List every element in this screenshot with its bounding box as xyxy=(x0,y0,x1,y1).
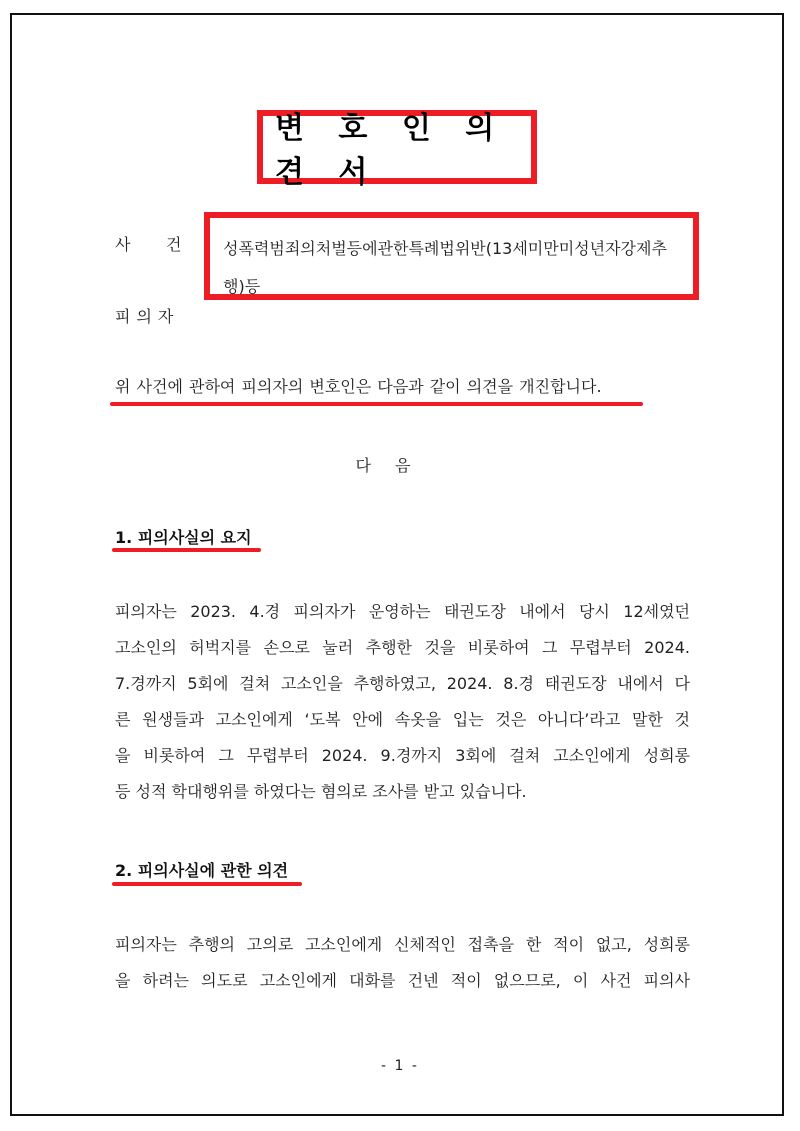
center-heading: 다음 xyxy=(355,456,435,475)
paragraph-line: 고소인의 허벅지를 손으로 눌러 추행한 것을 비롯하여 그 무렵부터 2024. xyxy=(115,638,690,657)
paragraph-line: 등 성적 학대행위를 하였다는 혐의로 조사를 받고 있습니다. xyxy=(115,782,527,801)
section-1-paragraph xyxy=(115,594,690,810)
paragraph-line: 른 원생들과 고소인에게 ‘도복 안에 속옷을 입는 것은 아니다’라고 말한 것 xyxy=(115,710,690,729)
case-value-line-1: 성폭력범죄의처벌등에관한특례법위반(13세미만미성년자강제추 xyxy=(223,239,667,258)
case-label-part-1: 사 xyxy=(115,235,131,254)
section-1-red-underline xyxy=(112,548,261,552)
section-2-paragraph xyxy=(115,927,690,999)
suspect-label: 피의자 xyxy=(115,307,180,326)
case-label-part-2: 건 xyxy=(166,235,182,254)
case-label xyxy=(115,232,182,255)
paragraph-line: 7.경까지 5회에 걸쳐 고소인을 추행하였고, 2024. 8.경 태권도장 내에서 다 xyxy=(115,674,690,693)
case-highlight-box xyxy=(204,212,699,300)
title-highlight-box xyxy=(257,110,537,190)
paragraph-line: 피의자는 추행의 고의로 고소인에게 신체적인 접촉을 한 적이 없고, 성희롱 xyxy=(115,935,690,954)
intro-red-underline xyxy=(110,402,643,406)
document-title: 변 호 인 의 견 서 xyxy=(275,111,507,190)
section-1-heading: 1. 피의사실의 요지 xyxy=(115,528,252,547)
paragraph-line: 을 하려는 의도로 고소인에게 대화를 건넨 적이 없으므로, 이 사건 피의사 xyxy=(115,971,690,990)
paragraph-line: 피의자는 2023. 4.경 피의자가 운영하는 태권도장 내에서 당시 12세였던 xyxy=(115,602,690,621)
paragraph-line: 을 비롯하여 그 무렵부터 2024. 9.경까지 3회에 걸쳐 고소인에게 성희롱 xyxy=(115,746,690,765)
section-2-heading: 2. 피의사실에 관한 의견 xyxy=(115,861,289,880)
intro-statement: 위 사건에 관하여 피의자의 변호인은 다음과 같이 의견을 개진합니다. xyxy=(115,377,602,396)
section-2-red-underline xyxy=(112,882,302,886)
page-number: - 1 - xyxy=(381,1058,419,1074)
case-value-line-2: 행)등 xyxy=(223,277,261,296)
